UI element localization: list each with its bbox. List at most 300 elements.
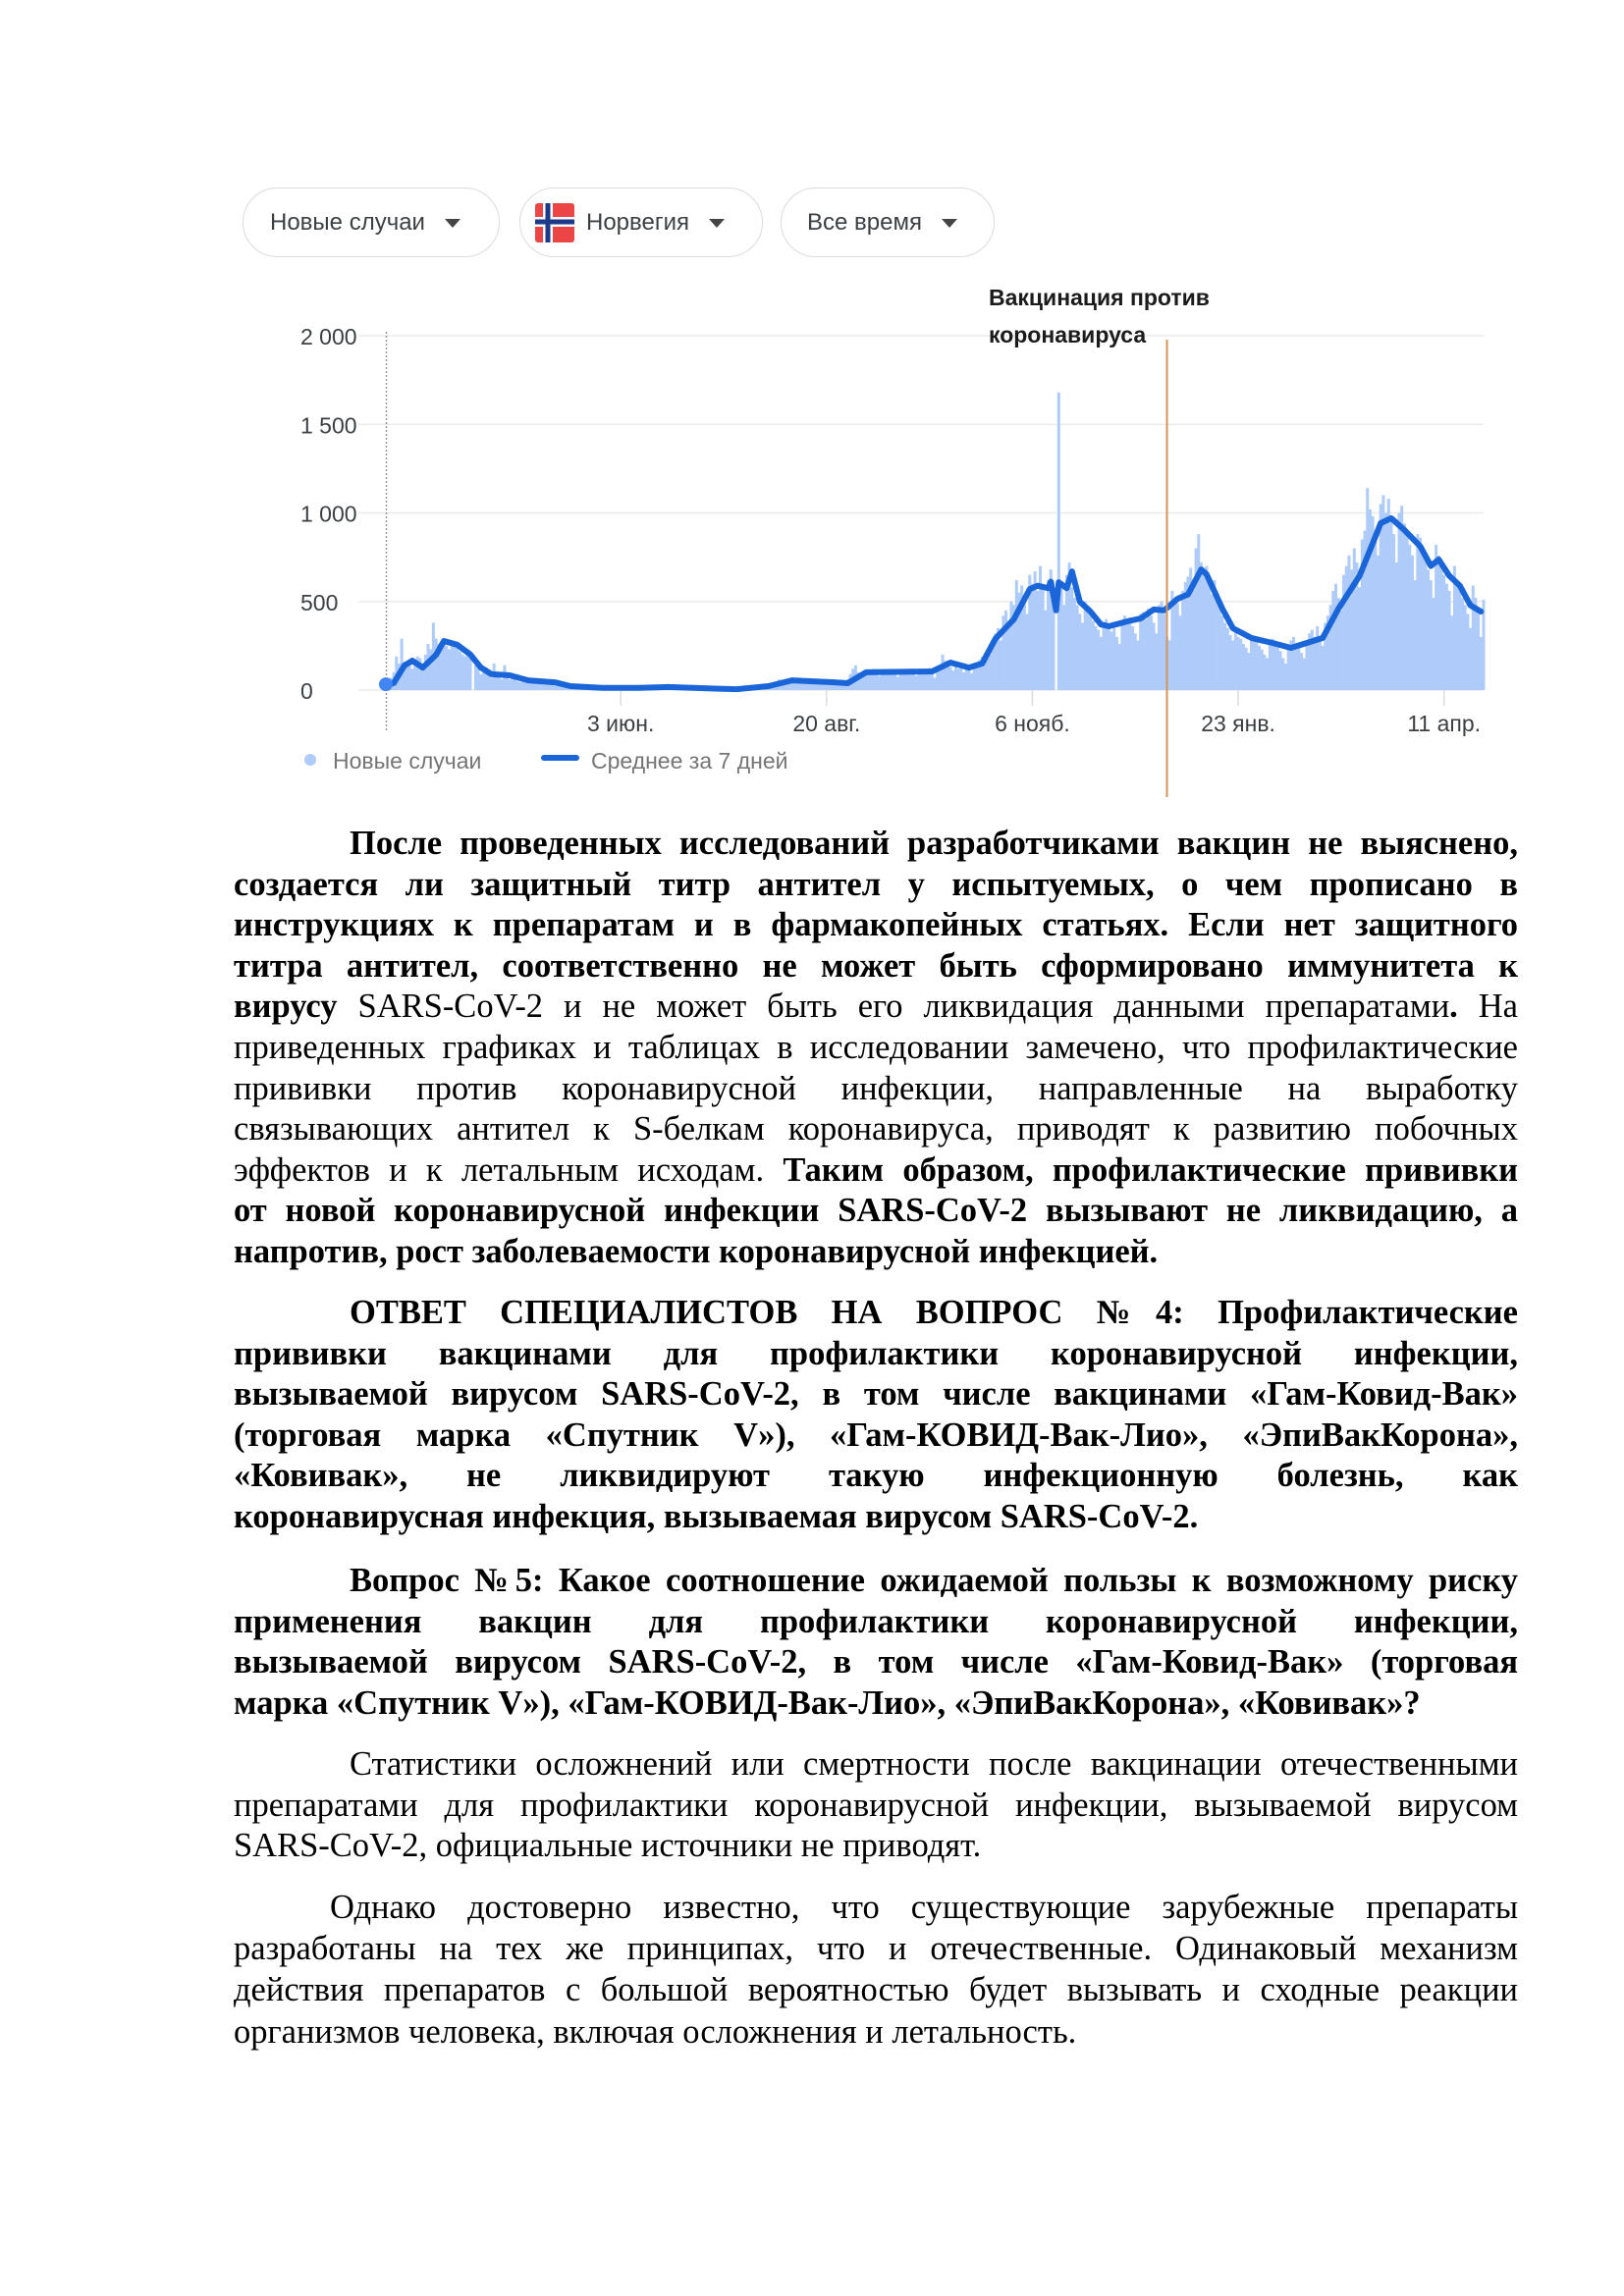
text-line (234, 1191, 1518, 1232)
daily-cases-bar (1042, 587, 1045, 690)
daily-cases-bar (965, 669, 968, 690)
daily-cases-bar (1158, 605, 1161, 690)
daily-cases-bar (1115, 637, 1118, 690)
daily-cases-bar (1279, 651, 1282, 690)
daily-cases-bar (1220, 615, 1223, 690)
daily-cases-bar (1078, 614, 1081, 690)
daily-cases-bar (1392, 534, 1395, 690)
period-filter-label: Все время (807, 208, 922, 236)
daily-cases-bar (970, 673, 973, 690)
text-run: ОТВЕТ СПЕЦИАЛИСТОВ НА ВОПРОС №4: Профилактические (350, 1294, 1518, 1331)
text-run: приведенных графиках и таблицах в исследовании замечено, что профилактические (234, 1028, 1518, 1066)
caret-down-icon (709, 219, 725, 228)
daily-cases-bar (1073, 598, 1076, 690)
daily-cases-bar (1384, 513, 1387, 691)
daily-cases-bar (936, 671, 939, 690)
x-tick-label: 6 нояб. (995, 711, 1070, 736)
text-run: «Ковивак», не ликвидируют такую инфекционную болезнь, как (234, 1457, 1518, 1495)
daily-cases-bar (1303, 659, 1306, 690)
daily-cases-bar (1120, 621, 1123, 690)
daily-cases-bar (1223, 622, 1226, 690)
legend-new-cases-dot-icon (304, 754, 316, 766)
daily-cases-bar (1145, 619, 1148, 690)
daily-cases-bar (1287, 646, 1290, 690)
daily-cases-bar (1366, 488, 1369, 690)
text-run: прививки против коронавирусной инфекции, направленные на выработку (234, 1069, 1518, 1107)
daily-cases-bar (477, 667, 480, 690)
daily-cases-bar (1150, 615, 1153, 690)
daily-cases-bar (459, 651, 461, 690)
daily-cases-bar (1322, 646, 1325, 690)
x-tick-label: 23 янв. (1201, 711, 1275, 736)
daily-cases-bar (896, 676, 899, 690)
text-line (234, 1150, 1518, 1192)
daily-cases-bar (1015, 580, 1018, 690)
text-line (234, 1786, 1518, 1827)
daily-cases-bar (490, 677, 493, 690)
x-tick-label: 20 авг. (792, 711, 861, 736)
daily-cases-bar (1062, 605, 1065, 690)
text-line (234, 1109, 1518, 1150)
text-line (234, 1561, 1518, 1602)
daily-cases-bar (1424, 559, 1427, 690)
daily-cases-bar (540, 684, 543, 690)
daily-cases-bar (1168, 640, 1171, 690)
daily-cases-bar (1377, 556, 1380, 690)
text-line (234, 1683, 1518, 1725)
daily-cases-bar (1208, 584, 1211, 690)
daily-cases-bar (934, 677, 937, 690)
daily-cases-bar (959, 666, 962, 690)
daily-cases-bar (1211, 595, 1214, 690)
daily-cases-bar (1480, 637, 1483, 690)
daily-cases-bar (1057, 393, 1060, 690)
daily-cases-bar (1430, 580, 1433, 690)
text-run: напротив, рост заболеваемости коронавирусной инфекцией. (234, 1232, 1159, 1270)
gridlines (358, 336, 1484, 690)
daily-cases-bar (886, 673, 889, 690)
daily-cases-bar (1036, 591, 1039, 690)
daily-cases-bar (519, 682, 522, 690)
norway-flag-icon (535, 203, 574, 242)
daily-cases-bar (460, 655, 463, 690)
daily-cases-bar (973, 667, 976, 690)
daily-cases-bar (1422, 552, 1425, 690)
daily-cases-bar (1432, 598, 1435, 690)
text-run: На (1457, 988, 1518, 1026)
daily-cases-bar (1448, 591, 1451, 690)
text-line (234, 905, 1518, 946)
text-line (234, 2011, 1518, 2053)
text-run: . (1449, 988, 1458, 1026)
daily-cases-bar (1234, 631, 1237, 690)
daily-cases-bar (1461, 598, 1464, 690)
paragraph-antibody-titer-conclusion (234, 824, 1518, 1273)
daily-cases-bar (1226, 628, 1229, 690)
daily-cases-bar (554, 685, 557, 690)
metric-filter-dropdown[interactable] (243, 187, 500, 257)
vaccination-annotation-line-1: Вакцинация против (989, 285, 1210, 310)
text-line (234, 865, 1518, 906)
daily-cases-bar (448, 649, 451, 690)
country-filter-dropdown[interactable] (519, 187, 763, 257)
daily-cases-bar (1276, 648, 1279, 690)
daily-cases-bar (1118, 644, 1121, 690)
daily-cases-bar (1136, 640, 1139, 690)
daily-cases-bar (1387, 499, 1390, 690)
daily-cases-bar (1450, 615, 1453, 690)
daily-cases-bar (1374, 531, 1377, 690)
daily-cases-bar (1163, 614, 1165, 690)
daily-cases-bar (1192, 580, 1195, 690)
daily-cases-bar (1295, 644, 1298, 690)
text-run: титра антител, соответственно не может быть сформировано иммунитета к (234, 946, 1518, 985)
text-run: создается ли защитный титр антител у испытуемых, о чем прописано в (234, 865, 1518, 903)
country-filter-label: Норвегия (586, 208, 690, 236)
text-run: Вопрос №5: Какое соотношение ожидаемой пользы к возможному риску (350, 1562, 1518, 1599)
caret-down-icon (942, 219, 957, 228)
daily-cases-bar (1253, 637, 1256, 690)
y-tick-label: 2 000 (300, 324, 357, 349)
daily-cases-bar (1205, 566, 1208, 690)
daily-cases-bar (1369, 509, 1372, 690)
daily-cases-bar (1281, 659, 1284, 690)
daily-cases-bar (1300, 653, 1303, 690)
daily-cases-bar (1153, 622, 1156, 690)
text-run: от новой коронавирусной инфекции SARS-CoV-2 вызывают не ликвидацию, а (234, 1192, 1518, 1230)
text-run: действия препаратов с большой вероятностью будет вызывать и сходные реакции (234, 1971, 1518, 2009)
daily-cases-bar (1406, 531, 1409, 690)
legend-average-label: Среднее за 7 дней (591, 748, 788, 774)
y-tick-label: 1 000 (300, 501, 357, 527)
legend-new-cases-label: Новые случаи (333, 748, 482, 774)
daily-cases-bar (1134, 633, 1137, 690)
daily-cases-bar (1403, 523, 1406, 690)
daily-cases-bar (1155, 633, 1158, 690)
daily-cases-bar (1266, 659, 1269, 690)
text-line (234, 1642, 1518, 1683)
daily-cases-bar (1060, 586, 1063, 691)
daily-cases-bar (1442, 575, 1445, 690)
daily-cases-bar (942, 655, 945, 690)
daily-cases-bar (1076, 605, 1079, 690)
daily-cases-bar (1176, 604, 1179, 690)
daily-cases-bar (804, 683, 807, 690)
daily-cases-bar (516, 681, 519, 690)
daily-cases-bar (870, 673, 873, 690)
daily-cases-bar (1411, 556, 1414, 690)
daily-cases-bar (1070, 587, 1073, 690)
daily-cases-bar (1097, 630, 1100, 690)
text-line (234, 1969, 1518, 2010)
period-filter-dropdown[interactable] (781, 187, 995, 257)
daily-cases-bar (1108, 624, 1110, 690)
daily-cases-bar (949, 667, 952, 690)
daily-cases-bar (1445, 584, 1448, 690)
text-run: вызываемой вирусом SARS-CoV-2, в том числе «Гам-Ковид-Вак» (торговая (234, 1643, 1518, 1682)
daily-cases-bar (1000, 640, 1002, 690)
daily-cases-bar (1094, 626, 1097, 690)
daily-cases-bar (1195, 549, 1198, 690)
text-run: После проведенных исследований разработчиками вакцин не выяснено, (350, 825, 1518, 862)
paragraph-answer-question-4 (234, 1293, 1518, 1538)
daily-cases-bar (1200, 562, 1203, 690)
daily-cases-bar (1100, 637, 1103, 690)
x-axis-tick-marks (621, 690, 1444, 706)
daily-cases-bar (1112, 628, 1115, 690)
paragraph-complication-statistics (234, 1744, 1518, 1867)
daily-cases-bar (1269, 644, 1272, 690)
daily-cases-bar (1458, 591, 1461, 690)
daily-cases-bar (498, 676, 501, 690)
daily-cases-bar (1007, 621, 1010, 690)
daily-cases-bar (1181, 591, 1184, 690)
daily-cases-bar (463, 657, 466, 690)
metric-filter-label: Новые случаи (270, 208, 425, 236)
new-cases-chart (285, 275, 1502, 825)
daily-cases-bar (1089, 615, 1092, 690)
daily-cases-bar (1131, 626, 1134, 690)
daily-cases-bar (474, 666, 477, 690)
daily-cases-bar (1147, 609, 1150, 690)
daily-cases-bar (1086, 611, 1089, 690)
y-tick-label: 1 500 (300, 412, 357, 439)
daily-cases-bar (1395, 562, 1398, 690)
text-line (234, 1602, 1518, 1643)
daily-cases-bar (559, 686, 562, 690)
daily-cases-bar (915, 676, 918, 690)
daily-cases-bar (1203, 575, 1206, 690)
daily-cases-bar (1247, 653, 1250, 690)
daily-cases-bar (1261, 649, 1264, 690)
text-run: инструкциях к препаратам и в фармакопейных статьях. Если нет защитного (234, 906, 1518, 944)
daily-cases-bar (957, 668, 960, 690)
daily-cases-bar (1342, 575, 1345, 690)
daily-cases-bar (551, 685, 554, 690)
text-line (234, 1928, 1518, 1969)
daily-cases-bar (1319, 640, 1322, 690)
daily-cases-bar (1472, 586, 1475, 691)
daily-cases-bar (1331, 591, 1334, 690)
text-line (234, 987, 1518, 1028)
daily-cases-bar (1284, 664, 1287, 690)
daily-cases-bar (1126, 622, 1129, 690)
daily-cases-bar (1464, 605, 1467, 690)
daily-cases-bar (1031, 584, 1034, 690)
daily-cases-bar (501, 679, 504, 690)
daily-cases-bar (1139, 614, 1142, 690)
text-line (234, 824, 1518, 865)
daily-cases-bar (1400, 506, 1403, 690)
daily-cases-bar (1416, 534, 1419, 690)
daily-cases-bar (1456, 580, 1459, 690)
caret-down-icon (445, 219, 460, 228)
paragraph-foreign-vaccines-comparison (234, 1887, 1518, 2053)
daily-cases-bar (1305, 640, 1308, 690)
daily-cases-bar (1440, 566, 1443, 690)
daily-cases-bar (920, 672, 923, 690)
daily-cases-bar (1358, 587, 1361, 690)
daily-cases-bar (878, 676, 881, 690)
daily-cases-bar (1353, 549, 1356, 690)
daily-cases-bar (1009, 602, 1012, 690)
daily-cases-bar (1263, 655, 1266, 690)
text-run: (торговая марка «Спутник V»), «Гам-КОВИД-Вак-Лио», «ЭпиВакКорона», (234, 1415, 1518, 1454)
text-run: применения вакцин для профилактики коронавирусной инфекции, (234, 1602, 1518, 1640)
daily-cases-bar (1334, 584, 1337, 690)
daily-cases-bar (453, 642, 456, 690)
text-run: Статистики осложнений или смертности после вакцинации отечественными (350, 1745, 1518, 1783)
text-run: разработаны на тех же принципах, что и отечественные. Одинаковый механизм (234, 1930, 1518, 1968)
daily-cases-bar (1389, 520, 1392, 690)
text-run: прививки вакцинами для профилактики коронавирусной инфекции, (234, 1334, 1518, 1372)
daily-cases-bar (1128, 617, 1131, 690)
daily-cases-bar (912, 672, 915, 690)
daily-cases-bar (535, 683, 538, 690)
daily-cases-bar (1477, 611, 1480, 690)
daily-cases-bar (410, 668, 413, 690)
daily-cases-bar (1273, 644, 1276, 690)
daily-cases-bar (435, 639, 438, 690)
daily-cases-bar (1065, 575, 1068, 690)
daily-cases-bar (962, 672, 965, 690)
daily-cases-bar (509, 679, 512, 690)
daily-cases-bar (907, 673, 910, 690)
text-line (234, 1069, 1518, 1110)
daily-cases-bar (1081, 622, 1084, 690)
daily-cases-bar (1105, 619, 1108, 690)
daily-cases-bar (445, 646, 448, 690)
daily-cases-bar (1314, 637, 1317, 690)
text-run: марка «Спутник V»), «Гам-КОВИД-Вак-Лио», «ЭпиВакКорона», «Ковивак»? (234, 1683, 1421, 1722)
daily-cases-bar (1231, 640, 1234, 690)
text-line (234, 1887, 1518, 1928)
daily-cases-bar (1408, 545, 1411, 690)
daily-cases-bar (1437, 556, 1440, 690)
text-run: SARS-CoV-2 и не может быть его ликвидация данными препаратами (337, 988, 1450, 1026)
daily-cases-bar (1237, 637, 1240, 690)
daily-cases-bar (1178, 615, 1181, 690)
daily-cases-bar (451, 644, 454, 690)
text-line (234, 946, 1518, 988)
text-run: коронавирусная инфекция, вызываемая вирусом SARS-CoV-2. (234, 1497, 1199, 1535)
daily-cases-bar (989, 655, 992, 690)
daily-cases-bar (1272, 639, 1274, 690)
text-line (234, 1744, 1518, 1786)
daily-cases-bar (1216, 598, 1218, 690)
y-tick-label: 0 (300, 678, 313, 704)
daily-new-cases-bars (385, 393, 1486, 690)
text-line (234, 1334, 1518, 1375)
daily-cases-bar (487, 676, 490, 690)
chart-legend (304, 748, 787, 774)
daily-cases-bar (1414, 580, 1417, 690)
daily-cases-bar (899, 672, 902, 690)
daily-cases-bar (1197, 534, 1200, 690)
daily-cases-bar (1345, 566, 1348, 690)
daily-cases-bar (923, 673, 926, 690)
daily-cases-bar (1255, 642, 1258, 690)
daily-cases-bar (527, 683, 530, 690)
daily-cases-bar (1258, 646, 1261, 690)
text-run: эффектов и к летальным исходам. (234, 1150, 765, 1189)
text-line (234, 1028, 1518, 1069)
daily-cases-bar (1084, 602, 1087, 690)
daily-cases-bar (543, 685, 546, 690)
daily-cases-bar (1419, 538, 1422, 690)
daily-cases-bar (1023, 598, 1026, 690)
series-start-point (379, 677, 393, 691)
daily-cases-bar (1250, 640, 1253, 690)
text-line (234, 1232, 1518, 1273)
daily-cases-bar (1026, 614, 1029, 690)
daily-cases-bar (1092, 621, 1095, 690)
text-run: связывающих антител к S-белкам коронавируса, приводят к развитию побочных (234, 1110, 1518, 1148)
daily-cases-bar (482, 672, 485, 690)
x-tick-label: 3 июн. (587, 711, 655, 736)
daily-cases-bar (1469, 628, 1472, 690)
daily-cases-bar (1110, 631, 1113, 690)
daily-cases-bar (479, 674, 482, 690)
text-line (234, 1293, 1518, 1334)
daily-cases-bar (1347, 556, 1350, 690)
text-line (234, 1415, 1518, 1457)
text-line (234, 1374, 1518, 1415)
daily-cases-bar (1142, 613, 1145, 690)
daily-cases-bar (469, 659, 472, 690)
text-run: организмов человека, включая осложнения и летальность. (234, 2012, 1077, 2051)
daily-cases-bar (413, 666, 416, 690)
daily-cases-bar (1242, 644, 1245, 690)
vaccination-annotation-line-2: коронавируса (989, 322, 1147, 347)
daily-cases-bar (893, 674, 896, 690)
daily-cases-bar (1398, 513, 1401, 691)
text-run: вирусу (234, 988, 338, 1026)
daily-cases-bar (1218, 605, 1221, 690)
daily-cases-bar (951, 670, 954, 690)
daily-cases-bar (1466, 614, 1469, 690)
text-line (234, 1456, 1518, 1497)
text-line (234, 1497, 1518, 1538)
daily-cases-bar (408, 664, 411, 690)
daily-cases-bar (1297, 648, 1300, 690)
daily-cases-bar (406, 667, 408, 690)
daily-cases-bar (931, 674, 934, 690)
daily-cases-bar (1123, 615, 1126, 690)
y-tick-label: 500 (300, 589, 339, 615)
daily-cases-bar (1239, 639, 1242, 690)
daily-cases-bar (1173, 598, 1176, 690)
daily-cases-bar (1103, 622, 1106, 690)
text-run: SARS-CoV-2, официальные источники не приводят. (234, 1827, 982, 1865)
text-run: препаратами для профилактики коронавирусной инфекции, вызываемой вирусом (234, 1786, 1518, 1824)
daily-cases-bar (1435, 545, 1437, 690)
daily-cases-bar (1316, 626, 1319, 690)
daily-cases-bar (892, 672, 894, 690)
x-tick-label: 11 апр. (1407, 711, 1482, 736)
text-line (234, 1826, 1518, 1867)
paragraph-question-5 (234, 1561, 1518, 1724)
daily-cases-bar (1229, 635, 1232, 690)
daily-cases-bar (1245, 648, 1248, 690)
daily-cases-bar (1339, 611, 1342, 690)
daily-cases-bar (1044, 611, 1047, 690)
text-run: Таким образом, профилактические прививки (764, 1150, 1518, 1189)
text-run: Однако достоверно известно, что существующие зарубежные препараты (330, 1889, 1518, 1926)
daily-cases-bar (1047, 580, 1050, 690)
daily-cases-bar (1427, 569, 1430, 690)
daily-cases-bar (1161, 602, 1164, 690)
